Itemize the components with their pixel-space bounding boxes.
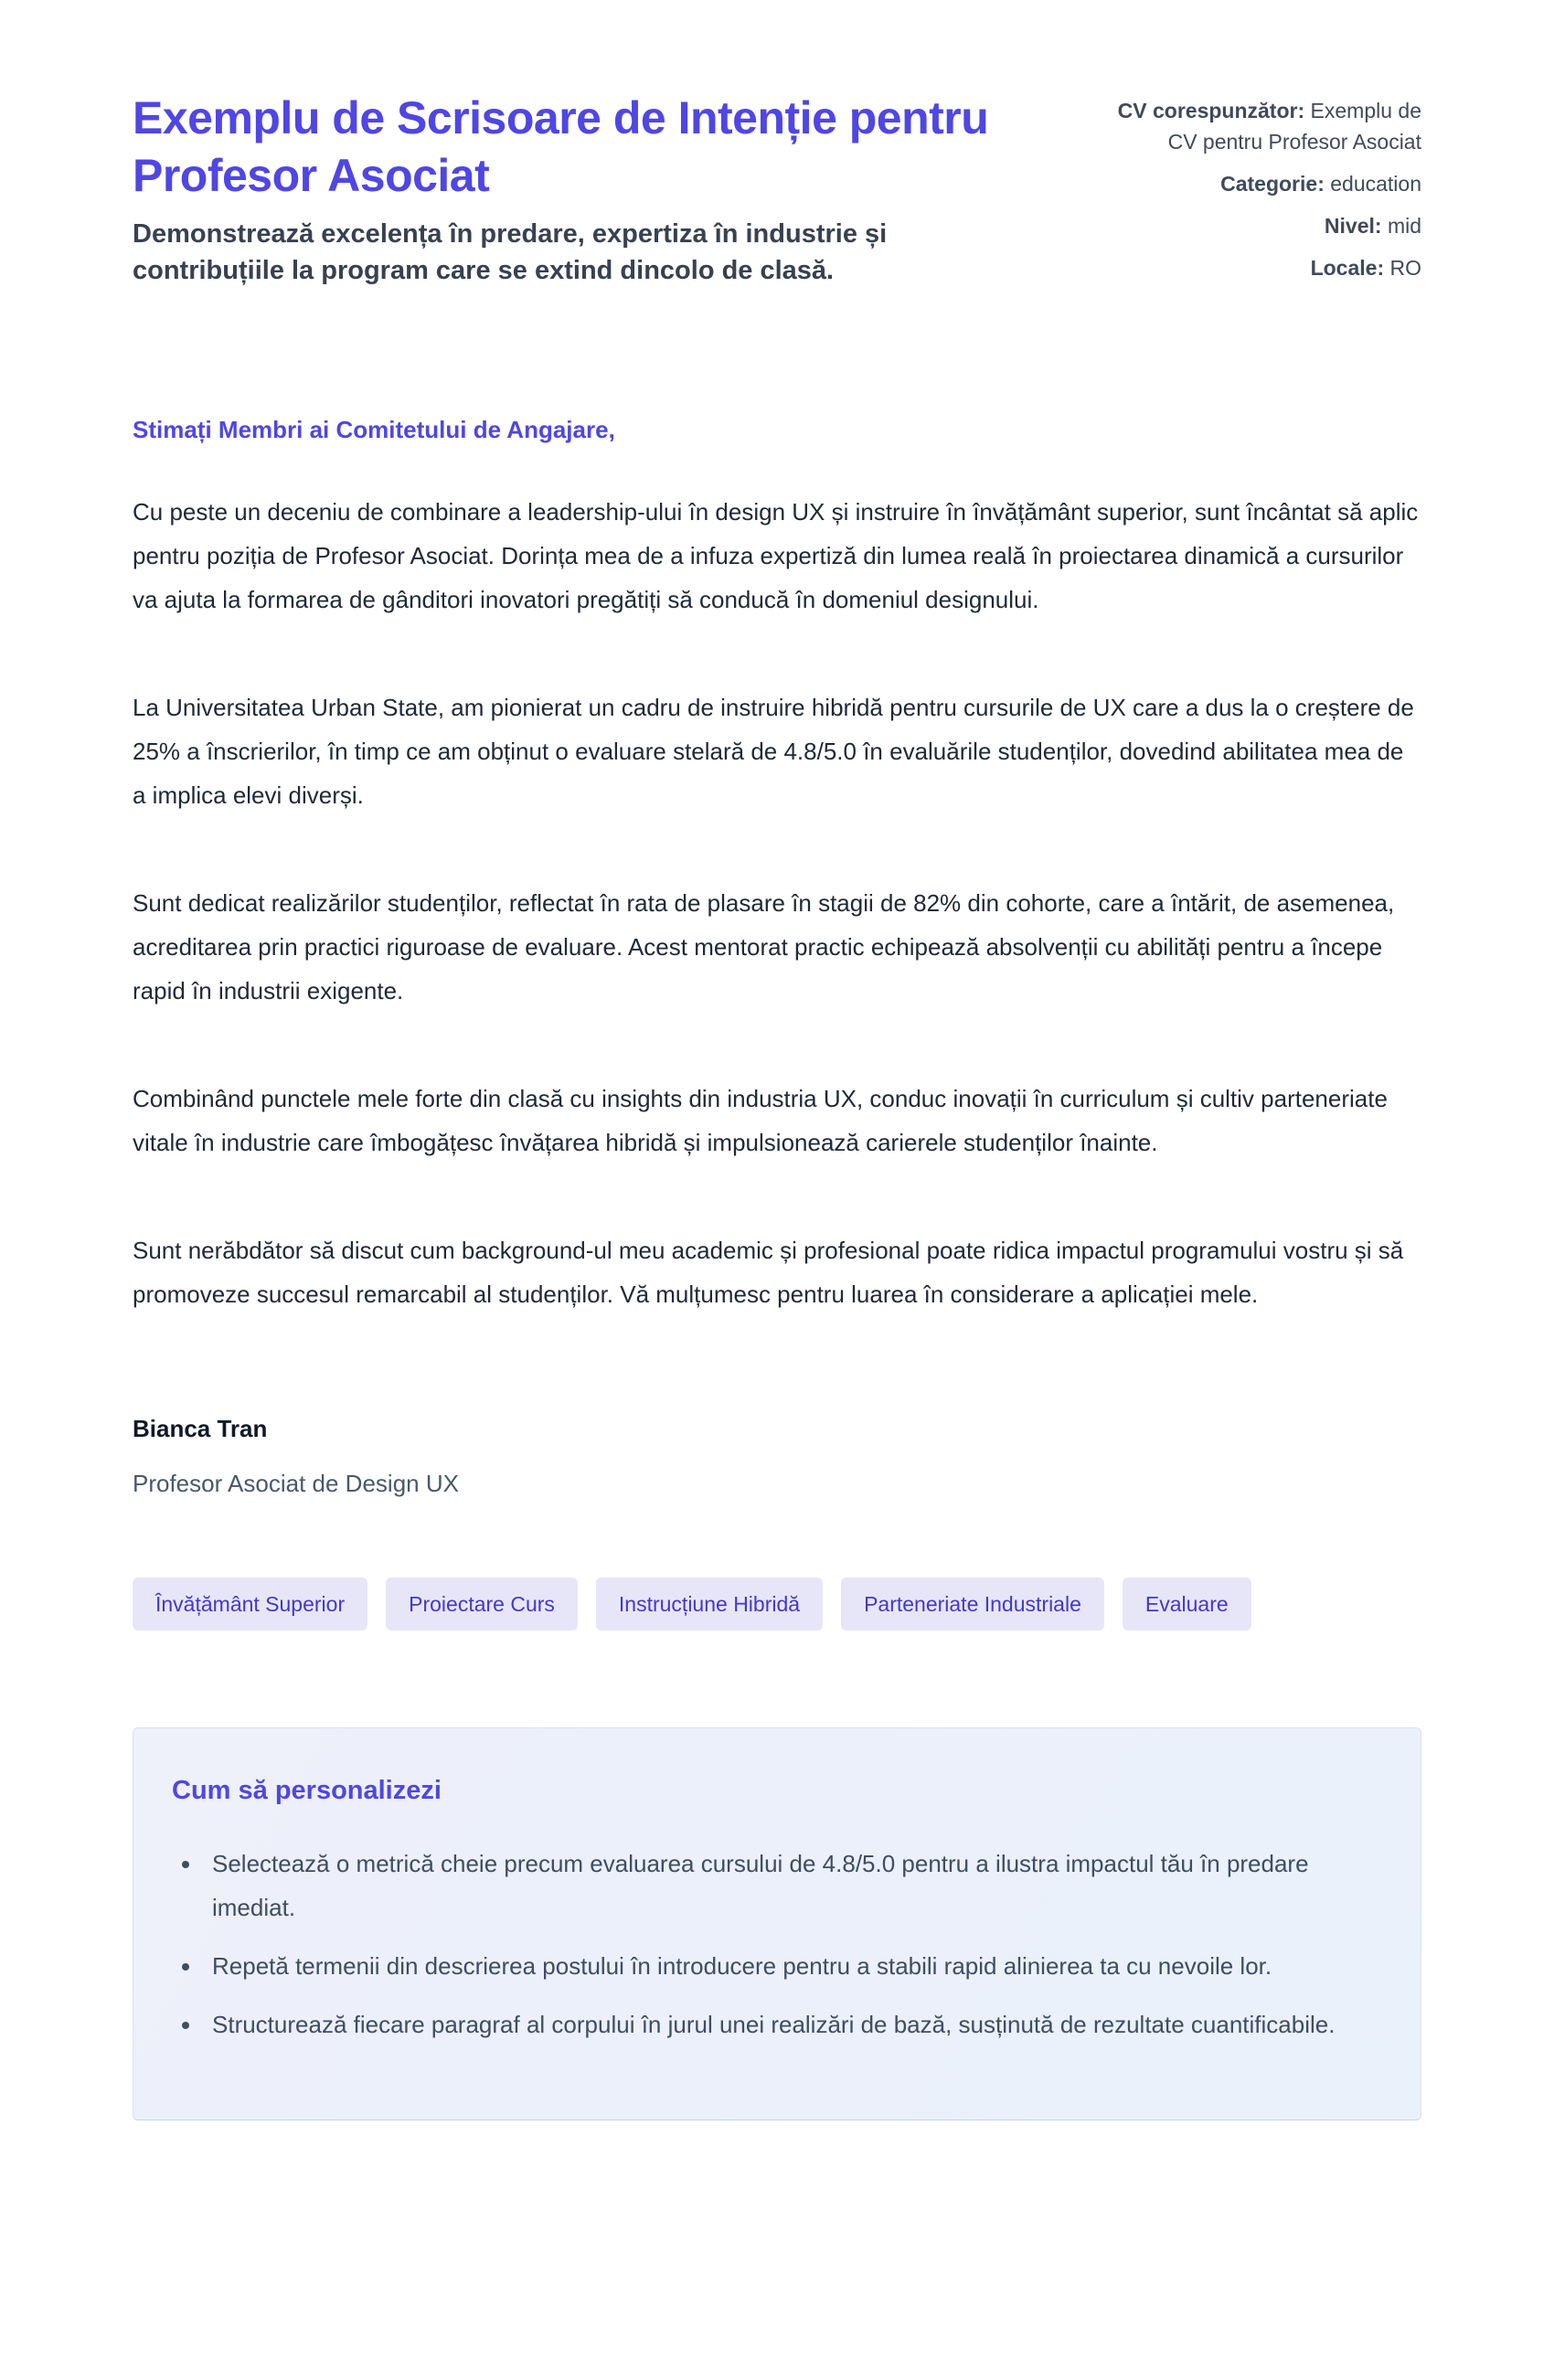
meta-category-label: Categorie: (1220, 172, 1325, 196)
tip-item: • Selectează o metrică cheie precum evaluarea cursului de 4.8/5.0 pentru a ilustra impactul tău în predare imediat. (203, 1842, 1369, 1929)
meta-locale (1106, 252, 1421, 283)
letter-paragraph: Sunt nerăbdător să discut cum background-ul meu academic și profesional poate ridica impactul programului vostru și să promoveze succesul remarcabil al studenților. Vă mulțumesc pentru luarea în considerare a aplicației mele. (133, 1237, 1404, 1308)
meta-matching-cv-label: CV corespunzător: (1117, 99, 1305, 122)
letter-paragraph: La Universitatea Urban State, am pionierat un cadru de instruire hibridă pentru cursurile de UX care a dus la o creștere de 25% a înscrierilor, în timp ce am obținut o evaluare stelară de 4.8/5.0 în evaluările studenților, dovedind abilitatea mea de a implica elevi diverși. (133, 694, 1414, 809)
letter-paragraph: Combinând punctele mele forte din clasă cu insights din industria UX, conduc inovații în curriculum și cultiv parteneriate vitale în industrie care îmbogățesc învățarea hibridă și impulsionează carierele studenților înainte. (133, 1085, 1388, 1156)
header-title-block (133, 90, 1038, 289)
customization-tips-box (133, 1727, 1421, 2120)
tag-invatamant-superior[interactable]: Învățământ Superior (133, 1578, 367, 1631)
letter-salutation: Stimați Membri ai Comitetului de Angajare, (133, 416, 615, 443)
page-subtitle: Demonstrează excelența în predare, expertiza în industrie și contribuțiile la program care se extind dincolo de clasă. (133, 219, 888, 285)
tips-title: Cum să personalizezi (172, 1776, 442, 1805)
document-meta (1106, 90, 1421, 294)
tag-parteneriate-industriale[interactable]: Parteneriate Industriale (841, 1578, 1104, 1631)
tag-list (133, 1578, 1421, 1631)
tip-item: • Repetă termenii din descrierea postului în introducere pentru a stabili rapid alinierea ta cu nevoile lor. (203, 1944, 1369, 1988)
tag-instructiune-hibrida[interactable]: Instrucțiune Hibridă (596, 1578, 823, 1631)
meta-level-label: Nivel: (1324, 214, 1382, 238)
meta-matching-cv (1106, 95, 1421, 157)
tip-item: • Structurează fiecare paragraf al corpului în jurul unei realizări de bază, susținută de rezultate cuantificabile. (203, 2003, 1369, 2046)
cover-letter-body (133, 411, 1421, 1501)
meta-locale-label: Locale: (1310, 256, 1385, 280)
tips-list (172, 1842, 1369, 2046)
meta-category-value: education (1330, 172, 1421, 196)
letter-paragraph: Cu peste un deceniu de combinare a leadership-ului în design UX și instruire în învățământ superior, sunt încântat să aplic pentru poziția de Profesor Asociat. Dorința mea de a infuza expertiză din lumea reală în proiectarea dinamică a cursurilor va ajuta la formarea de gânditori inovatori pregătiți să conducă în domeniul designului. (133, 498, 1419, 613)
tag-evaluare[interactable]: Evaluare (1123, 1578, 1251, 1631)
page-title: Exemplu de Scrisoare de Intenție pentru Profesor Asociat (133, 92, 989, 201)
signature-role: Profesor Asociat de Design UX (133, 1470, 459, 1497)
meta-level-value: mid (1387, 214, 1421, 238)
signature-name: Bianca Tran (133, 1415, 268, 1442)
meta-locale-value: RO (1389, 256, 1421, 280)
tag-proiectare-curs[interactable]: Proiectare Curs (386, 1578, 578, 1631)
meta-category (1106, 168, 1421, 199)
meta-level (1106, 210, 1421, 241)
page (133, 0, 1421, 2120)
page-header (133, 90, 1421, 294)
letter-paragraph: Sunt dedicat realizărilor studenților, reflectat în rata de plasare în stagii de 82% din cohorte, care a întărit, de asemenea, acreditarea prin practici riguroase de evaluare. Acest mentorat practic echipează absolvenții cu abilități pentru a începe rapid în industrii exigente. (133, 889, 1395, 1004)
meta-matching-cv-value: Exemplu de CV pentru Profesor Asociat (1167, 99, 1421, 154)
